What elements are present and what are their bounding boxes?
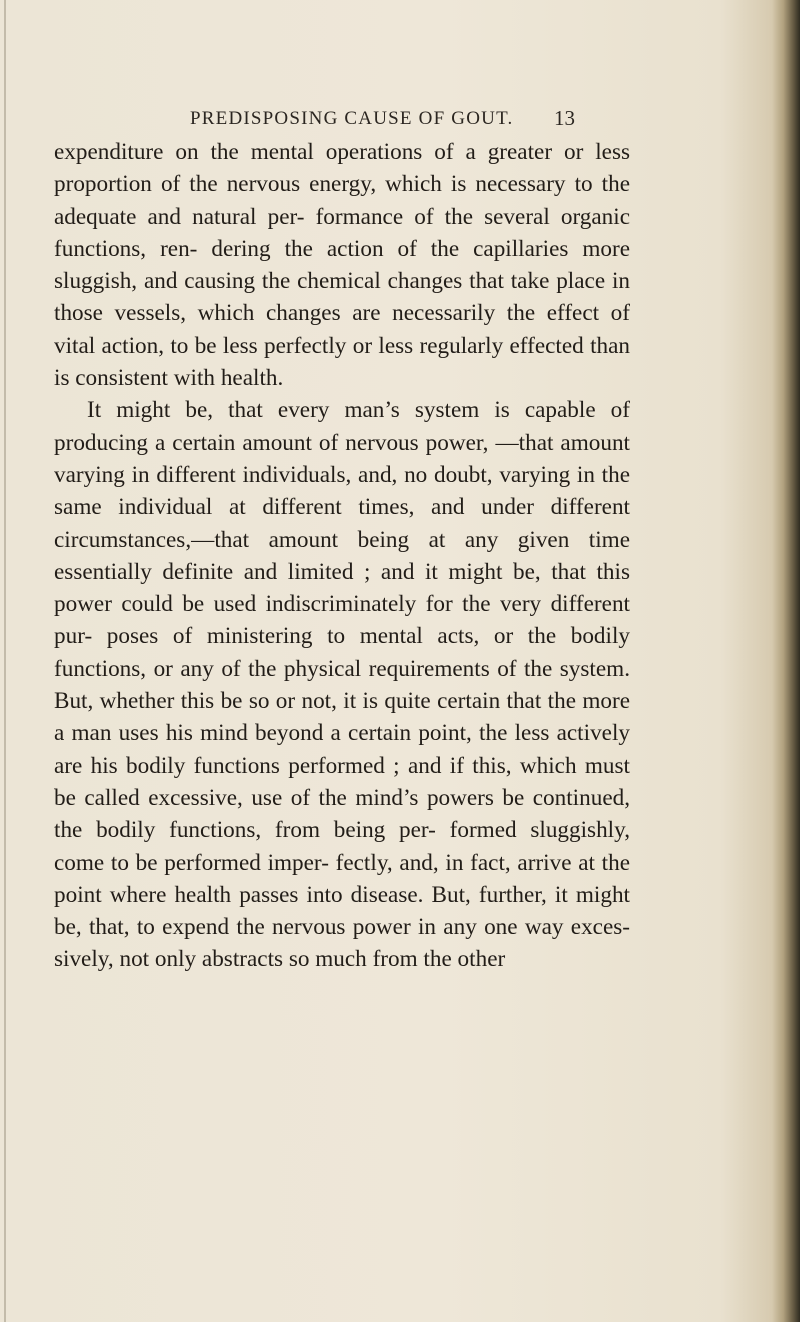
page-number: 13 [554,106,575,130]
paragraph: It might be, that every man’s system is capable of producing a certain amount of nervous power, —that amount varying in different individuals, and, no doubt, varying in the same individual at different times, and under different circumstances,—that amount being at any given time essentially definite and limited ; and it might be, that this power could be used indiscriminately for the very different pur- poses of ministering to mental acts, or the bodily functions, or any of the physical requirements of the system. But, whether this be so or not, it is quite certain that the more a man uses his mind beyond a certain point, the less actively are his bodily functions performed ; and if this, which must be called excessive, use of the mind’s powers be continued, the bodily functions, from being per- formed sluggishly, come to be performed imper- fectly, and, in fact, arrive at the point where health passes into disease. But, further, it might be, that, to expend the nervous power in any one way exces- sively, not only abstracts so much from the other [54,397,630,973]
page-edge-shadow [772,0,800,1322]
gutter-line [4,0,6,1322]
running-head: PREDISPOSING CAUSE OF GOUT. [190,108,514,129]
paragraph-continued: expenditure on the mental operations of a greater or less proportion of the nervous energy, which is necessary to the adequate and natural per- formance of the several organic functions, ren- dering the action of the capillaries more sluggish, and causing the chemical changes that take place in those vessels, which changes are necessarily the effect of vital action, to be less perfectly or less regularly effected than is consistent with health. [54,139,630,392]
body-text [54,136,630,976]
